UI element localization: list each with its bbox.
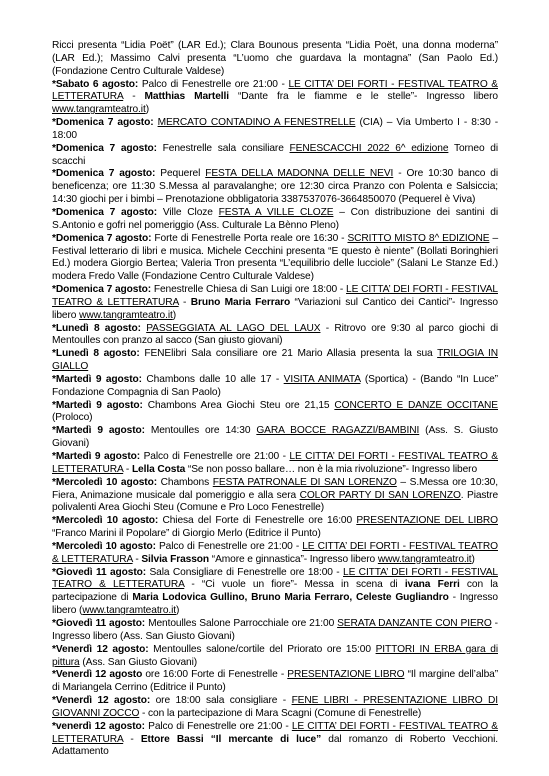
- bold-text: *Domenica 7 agosto:: [52, 117, 154, 129]
- entry-text: Torneo di scacchi: [52, 142, 498, 167]
- entry-text: Mentoulles ore 14:30: [144, 425, 257, 437]
- bold-text: Maria Lodovica Gullino, Bruno Maria Ferraro, Celeste Gugliandro: [132, 592, 449, 604]
- underlined-text: FESTA DELLA MADONNA DELLE NEVI: [205, 168, 394, 180]
- event-entry: [52, 348, 498, 374]
- entry-text: – Festival letterario di libri e musica. Michele Cecchini presenta “E questo è niente” (Bollati Boringhieri Ed.) modera Giorgio Bertea; Valeria Tron presenta “L’equilibrio delle lucciole” (Salani Le Stanze Ed.) modera Fredo Valle (Fondazione Centro Culturale Valdese): [52, 232, 499, 283]
- entry-text: (Ass. S. Giusto Giovani): [52, 425, 498, 450]
- event-entry: [52, 425, 498, 451]
- entry-text: “Variazioni sul Cantico dei Cantici”- Ingresso libero: [52, 296, 498, 321]
- entry-text: “Dante fra le fiamme e le stelle”- Ingresso libero: [228, 91, 498, 103]
- bold-text: *Venerdì 12 agosto:: [52, 643, 149, 655]
- entry-text: Ville Cloze: [157, 206, 219, 218]
- underlined-text: MERCATO CONTADINO A FENESTRELLE: [157, 117, 356, 129]
- entry-text: Fenestrelle Chiesa di San Luigi ore 18:00 -: [151, 284, 347, 296]
- event-entry: [52, 541, 498, 567]
- entry-text: Palco di Fenestrelle ore 21:00 -: [144, 720, 292, 732]
- entry-text: - Ore 10:30 banco di beneficenza; ore 11:30 S.Messa al paravalanghe; ore 12:30 circa Pranzo con Polenta e Salsiccia; 14:30 giochi per i bimbi – Prenotazione obbligatoria 3387537076-3664850070 (Pequerel è Viva): [52, 168, 499, 206]
- entry-text: ): [172, 309, 177, 321]
- underlined-text: LE CITTA’ DEI FORTI - FESTIVAL TEATRO & LETTERATURA: [52, 78, 498, 103]
- bold-text: *Mercoledì 10 agosto:: [52, 540, 156, 552]
- entry-text: Ricci presenta “Lidia Poët” (LAR Ed.); Clara Bounous presenta “Lidia Poët, una donna moderna” (LAR Ed.); Massimo Calvi presenta “L’uomo che guardava la montagna” (San Paolo Ed.) (Fondazione Centro Culturale Valdese): [52, 40, 498, 77]
- underlined-text: LE CITTA’ DEI FORTI - FESTIVAL TEATRO & LETTERATURA: [52, 566, 498, 591]
- entry-text: – Con distribuzione dei santini di S.Antonio e gofri nel pomeriggio (Ass. Culturale La Bènno Pleno): [52, 206, 498, 231]
- bold-text: *Domenica 7 agosto:: [52, 168, 156, 180]
- entry-text: -: [178, 296, 191, 308]
- event-entry: [52, 323, 498, 349]
- entry-text: - “Ci vuole un fiore”- Messa in scena di: [184, 579, 405, 591]
- entry-text: “Franco Marini il Popolare” di Giorgio Merlo (Editrice il Punto): [52, 528, 321, 540]
- entry-text: - Ingresso libero (: [52, 592, 498, 617]
- entry-text: ): [471, 553, 475, 565]
- entry-text: Mentoulles salone/cortile del Priorato ore 15:00: [148, 643, 376, 655]
- bold-text: *Giovedì 11 agosto:: [52, 566, 147, 578]
- underlined-text: PRESENTAZIONE DEL LIBRO: [356, 515, 498, 527]
- entry-text: Fenestrelle sala consiliare: [156, 142, 290, 154]
- bold-text: *Martedì 9 agosto:: [52, 451, 141, 462]
- event-list: [52, 40, 498, 759]
- underlined-text: LE CITTA’ DEI FORTI - FESTIVAL TEATRO & LETTERATURA: [52, 451, 498, 475]
- entry-text: “Amore e ginnastica”- Ingresso libero: [209, 553, 378, 565]
- event-entry: [52, 451, 498, 477]
- event-entry: [52, 721, 498, 760]
- entry-text: (CIA) – Via Umberto I - 8:30 - 18:00: [52, 117, 499, 141]
- entry-text: Palco di Fenestrelle ore 21:00 -: [140, 451, 290, 462]
- event-entry: [52, 168, 498, 207]
- entry-text: - Ingresso libero (Ass. San Giusto Giovani): [52, 617, 498, 642]
- underlined-text: www.tangramteatro.it: [82, 605, 177, 617]
- bold-text: *Martedì 9 agosto:: [52, 373, 142, 385]
- underlined-text: www.tangramteatro.it: [79, 309, 173, 321]
- entry-text: -: [123, 463, 132, 475]
- underlined-text: FESTA PATRONALE DI SAN LORENZO: [212, 476, 397, 488]
- entry-text: ore 18:00 sala consigliare -: [150, 695, 292, 707]
- underlined-text: SERATA DANZANTE CON PIERO: [337, 617, 492, 629]
- underlined-text: LE CITTA’ DEI FORTI - FESTIVAL TEATRO & LETTERATURA: [52, 720, 498, 745]
- event-entry: [52, 515, 498, 541]
- underlined-text: VISITA ANIMATA: [283, 373, 361, 385]
- entry-text: ): [145, 104, 149, 116]
- event-entry: [52, 79, 498, 118]
- bold-text: *Venerdì 12 agosto:: [52, 695, 151, 707]
- bold-text: Matthias Martelli: [144, 91, 229, 103]
- event-entry: [52, 207, 498, 233]
- event-entry: [52, 374, 498, 400]
- entry-text: con la partecipazione di: [52, 579, 498, 604]
- entry-text: . Piastre polivalenti Area Giochi Steu (Comune e Pro Loco Fenestrelle): [52, 489, 499, 514]
- event-entry: [52, 477, 498, 516]
- entry-text: Sala Consigliare di Fenestrelle ore 18:00 -: [146, 566, 343, 578]
- entry-text: - Ritrovo ore 9:30 al parco giochi di Mentoulles con pranzo al sacco (San giusto giovani): [52, 322, 498, 347]
- entry-text: FENElibri Sala consiliare ore 21 Mario Allasia presenta la sua: [139, 348, 438, 360]
- event-entry: [52, 400, 498, 426]
- event-entry: [52, 567, 498, 618]
- entry-text: Pequerel: [155, 168, 206, 180]
- event-entry: [52, 618, 498, 644]
- event-entry: [52, 40, 498, 79]
- event-entry: [52, 644, 498, 670]
- bold-text: *Mercoledì 10 agosto:: [52, 515, 159, 527]
- underlined-text: PRESENTAZIONE LIBRO: [287, 669, 405, 681]
- entry-text: “Se non posso ballare… non è la mia rivoluzione”- Ingresso libero: [185, 463, 478, 475]
- entry-text: -: [123, 733, 141, 745]
- underlined-text: COLOR PARTY DI SAN LORENZO: [299, 489, 461, 501]
- bold-text: *Sabato 6 agosto:: [52, 78, 139, 90]
- entry-text: Palco di Fenestrelle ore 21:00 -: [138, 78, 289, 90]
- underlined-text: FENE LIBRI - PRESENTAZIONE LIBRO DI GIOVANNI ZOCCO: [52, 695, 498, 719]
- underlined-text: PASSEGGIATA AL LAGO DEL LAUX: [146, 322, 321, 334]
- bold-text: *Mercoledì 10 agosto:: [52, 476, 158, 488]
- entry-text: Palco di Fenestrelle ore 21:00 -: [155, 540, 303, 552]
- underlined-text: FESTA A VILLE CLOZE: [218, 206, 334, 218]
- underlined-text: SCRITTO MISTO 8^ EDIZIONE: [347, 232, 490, 244]
- bold-text: *Giovedì 11 agosto:: [52, 617, 146, 629]
- event-entry: [52, 695, 498, 721]
- entry-text: -: [132, 553, 142, 565]
- event-entry: [52, 669, 498, 695]
- bold-text: Lella Costa: [131, 463, 186, 475]
- underlined-text: LE CITTA’ DEI FORTI - FESTIVAL TEATRO & LETTERATURA: [52, 540, 498, 565]
- event-entry: [52, 284, 498, 323]
- entry-text: ): [176, 605, 180, 617]
- entry-text: – S.Messa ore 10:30, Fiera, Animazione musicale dal pomeriggio e alla sera: [52, 476, 498, 501]
- entry-text: Forte di Fenestrelle Porta reale ore 16:30 -: [151, 232, 348, 244]
- bold-text: *Venerdì 12 agosto: [52, 669, 143, 681]
- entry-text: -: [123, 91, 145, 103]
- bold-text: *Lunedì 8 agosto:: [52, 348, 140, 360]
- entry-text: Chambons: [157, 476, 213, 488]
- event-entry: [52, 233, 498, 284]
- bold-text: *Lunedì 8 agosto:: [52, 322, 141, 334]
- underlined-text: www.tangramteatro.it: [52, 104, 146, 116]
- bold-text: ivana Ferri: [404, 579, 460, 591]
- underlined-text: FENESCACCHI 2022 6^ edizione: [289, 142, 449, 154]
- entry-text: Chiesa del Forte di Fenestrelle ore 16:00: [158, 515, 357, 527]
- entry-text: “Il margine dell’alba” di Mariangela Cerrino (Editrice il Punto): [52, 669, 498, 694]
- entry-text: (Proloco): [52, 412, 93, 424]
- entry-text: (Ass. San Giusto Giovani): [79, 656, 198, 668]
- underlined-text: GARA BOCCE RAGAZZI/BAMBINI: [256, 425, 420, 437]
- entry-text: Mentoulles Salone Parrocchiale ore 21:00: [145, 617, 338, 629]
- entry-text: ore 16:00 Forte di Fenestrelle -: [142, 669, 288, 681]
- event-entry: [52, 143, 498, 169]
- bold-text: *Martedì 9 agosto:: [52, 425, 145, 437]
- underlined-text: LE CITTA’ DEI FORTI - FESTIVAL TEATRO & LETTERATURA: [52, 284, 498, 308]
- bold-text: Silvia Frasson: [141, 553, 210, 565]
- event-entry: [52, 117, 498, 143]
- bold-text: *Martedì 9 agosto:: [52, 399, 143, 411]
- entry-text: Chambons Area Giochi Steu ore 21,15: [142, 399, 335, 411]
- bold-text: Ettore Bassi “Il mercante di luce”: [140, 733, 322, 745]
- bold-text: *venerdì 12 agosto:: [52, 720, 145, 732]
- bold-text: *Domenica 7 agosto:: [52, 142, 157, 154]
- entry-text: Chambons dalle 10 alle 17 -: [141, 373, 284, 385]
- bold-text: *Domenica 7 agosto:: [52, 206, 158, 218]
- bold-text: *Domenica 7 agosto:: [52, 232, 152, 244]
- underlined-text: CONCERTO E DANZE OCCITANE: [334, 399, 499, 411]
- bold-text: Bruno Maria Ferraro: [190, 296, 291, 308]
- entry-text: - con la partecipazione di Mara Scagni (Comune di Fenestrelle): [139, 707, 422, 719]
- underlined-text: www.tangramteatro.it: [377, 553, 472, 565]
- bold-text: *Domenica 7 agosto:: [52, 284, 152, 296]
- underlined-text: PITTORI IN ERBA gara di pittura: [52, 643, 498, 668]
- entry-text: (Sportica) - (Bando “In Luce” Fondazione Compagnia di San Paolo): [52, 373, 498, 398]
- underlined-text: TRILOGIA IN GIALLO: [52, 348, 498, 373]
- entry-text: dal romanzo di Roberto Vecchioni. Adattamento: [52, 733, 498, 758]
